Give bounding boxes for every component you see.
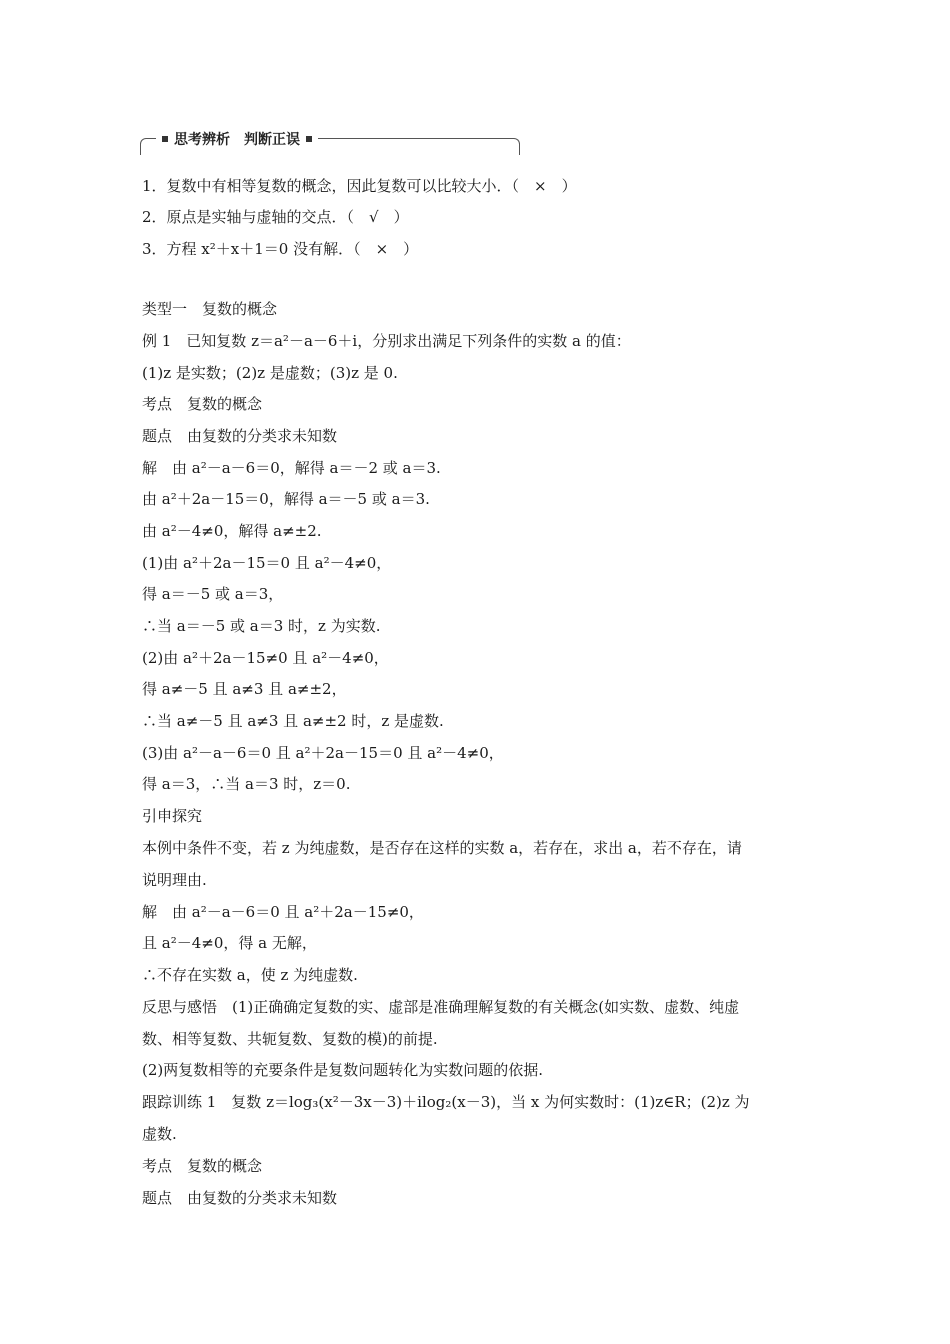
reflection-text: 反思与感悟 (1)正确确定复数的实、虚部是准确理解复数的有关概念(如实数、虚数、纯虚 <box>142 998 740 1016</box>
square-bullet-icon <box>162 136 168 142</box>
judge-item-1: 1．复数中有相等复数的概念，因此复数可以比较大小．（ × ） <box>142 177 577 195</box>
extension-solution: ∴不存在实数 a，使 z 为纯虚数. <box>142 966 358 984</box>
solution-line: 由 a²－4≠0，解得 a≠±2. <box>142 522 322 540</box>
section-header-label <box>156 129 318 149</box>
knowledge-point: 考点 复数的概念 <box>142 395 263 413</box>
judge-item-3: 3．方程 x²＋x＋1＝0 没有解．（ × ） <box>142 240 419 258</box>
solution-line: 由 a²＋2a－15＝0，解得 a＝－5 或 a＝3. <box>142 490 430 508</box>
reflection-text: (2)两复数相等的充要条件是复数问题转化为实数问题的依据. <box>142 1061 544 1079</box>
reflection-text: 数、相等复数、共轭复数、复数的模)的前提. <box>142 1030 438 1048</box>
problem-point: 题点 由复数的分类求未知数 <box>142 1189 338 1207</box>
knowledge-point: 考点 复数的概念 <box>142 1157 263 1175</box>
training-statement: 跟踪训练 1 复数 z＝log₃(x²－3x－3)＋ilog₂(x－3)，当 x 为何实数时：(1)z∈R；(2)z 为 <box>142 1093 750 1111</box>
example-statement: 例 1 已知复数 z＝a²－a－6＋i，分别求出满足下列条件的实数 a 的值： <box>142 332 631 350</box>
extension-heading: 引申探究 <box>142 807 203 825</box>
solution-line: (1)由 a²＋2a－15＝0 且 a²－4≠0， <box>142 554 392 572</box>
type-heading: 类型一 复数的概念 <box>142 300 278 318</box>
judge-item-2: 2．原点是实轴与虚轴的交点．（ √ ） <box>142 208 409 226</box>
solution-line: (2)由 a²＋2a－15≠0 且 a²－4≠0， <box>142 649 389 667</box>
solution-line: 得 a≠－5 且 a≠3 且 a≠±2， <box>142 680 347 698</box>
solution-line: 得 a＝3，∴当 a＝3 时，z＝0. <box>142 775 351 793</box>
example-subquestions: (1)z 是实数；(2)z 是虚数；(3)z 是 0. <box>142 364 398 382</box>
extension-solution: 解 由 a²－a－6＝0 且 a²＋2a－15≠0， <box>142 903 424 921</box>
square-bullet-icon <box>306 136 312 142</box>
training-statement: 虚数. <box>142 1125 177 1143</box>
solution-line: ∴当 a≠－5 且 a≠3 且 a≠±2 时，z 是虚数. <box>142 712 444 730</box>
extension-question: 本例中条件不变，若 z 为纯虚数，是否存在这样的实数 a，若存在，求出 a，若不存在，请 <box>142 839 742 857</box>
solution-line: 解 由 a²－a－6＝0，解得 a＝－2 或 a＝3. <box>142 459 441 477</box>
extension-question: 说明理由. <box>142 871 207 889</box>
extension-solution: 且 a²－4≠0，得 a 无解， <box>142 934 317 952</box>
problem-point: 题点 由复数的分类求未知数 <box>142 427 338 445</box>
solution-line: (3)由 a²－a－6＝0 且 a²＋2a－15＝0 且 a²－4≠0， <box>142 744 504 762</box>
section-header-box <box>140 132 520 154</box>
section-header-title: 思考辨析 判断正误 <box>174 132 300 148</box>
solution-line: 得 a＝－5 或 a＝3， <box>142 585 284 603</box>
solution-line: ∴当 a＝－5 或 a＝3 时，z 为实数. <box>142 617 381 635</box>
